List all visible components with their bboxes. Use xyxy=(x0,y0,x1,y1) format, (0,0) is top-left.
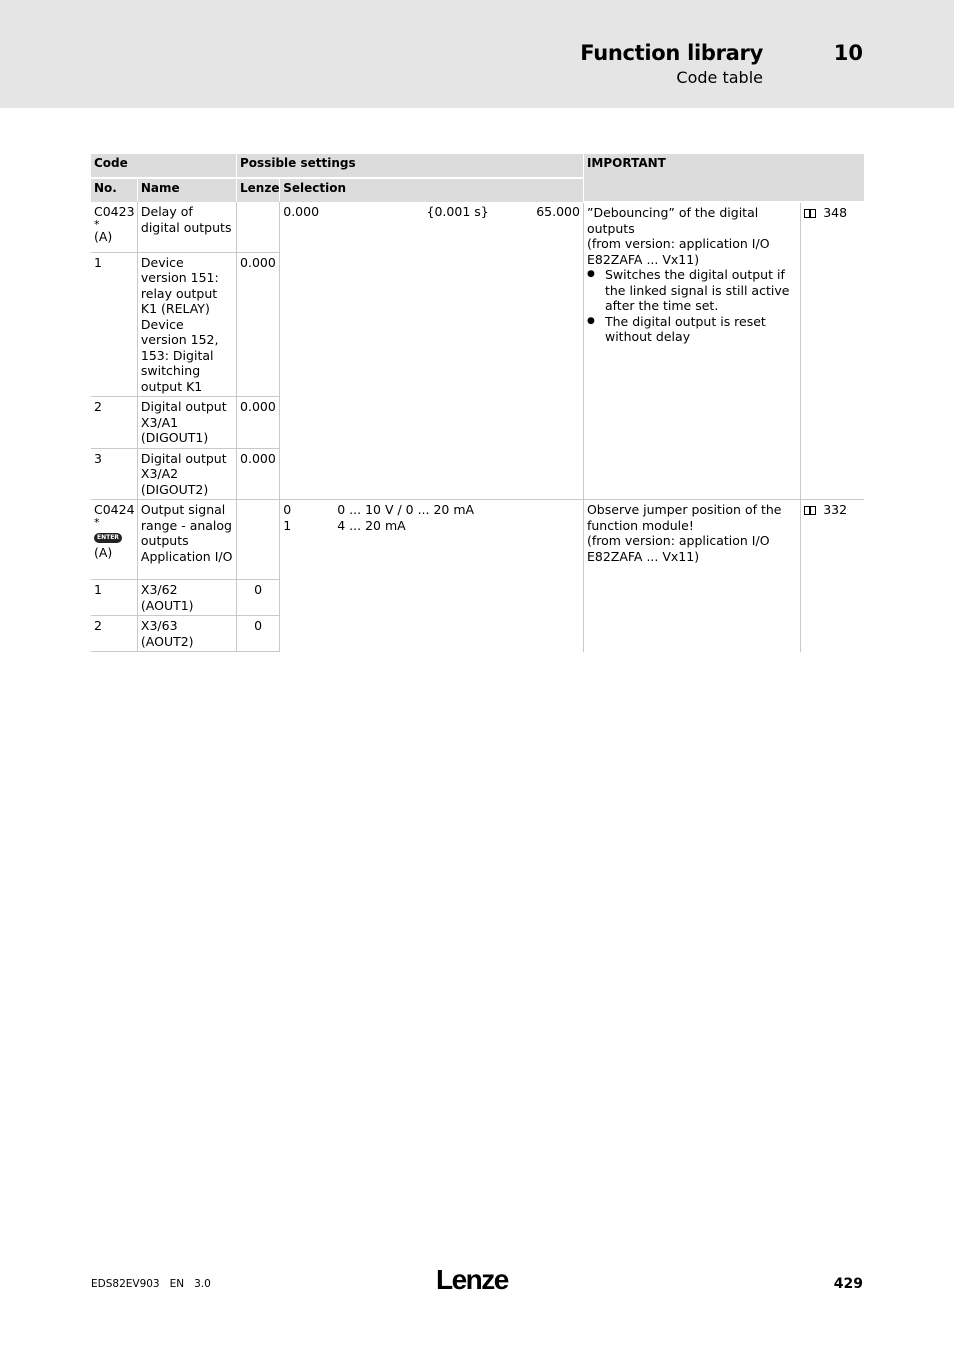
subcode-lenze: 0.000 xyxy=(237,448,280,500)
document-id: EDS82EV903 EN 3.0 xyxy=(91,1278,211,1290)
option-value: 0 ... 10 V / 0 ... 20 mA xyxy=(337,502,475,517)
selection-range xyxy=(283,204,580,220)
selection-option xyxy=(283,502,580,518)
bullet-item: ● The digital output is reset without delay xyxy=(605,314,797,345)
selection-min: 0.000 xyxy=(283,204,320,219)
code-name: Delay of digital outputs xyxy=(137,202,236,252)
col-header-code: Code xyxy=(91,154,237,178)
page-number: 429 xyxy=(833,1276,863,1292)
logo-text: Lenze xyxy=(436,1264,508,1294)
subcode-lenze: 0 xyxy=(237,580,280,616)
code-table xyxy=(91,154,864,652)
col-header-lenze: Lenze xyxy=(237,178,280,202)
code-star: * xyxy=(94,515,100,529)
code-access: (A) xyxy=(94,228,113,244)
important-version: (from version: application I/O E82ZAFA ... Vx11) xyxy=(586,236,770,267)
subcode-lenze: 0 xyxy=(237,616,280,652)
col-header-selection: Selection xyxy=(280,178,584,202)
important-bullets xyxy=(587,267,797,345)
enter-icon: ENTER xyxy=(94,533,122,543)
subcode-name: Device version 151: relay output K1 (RELAY) Device version 152, 153: Digital switching output K1 xyxy=(137,252,236,397)
col-header-important: IMPORTANT xyxy=(583,154,864,202)
code-number: C0424 xyxy=(94,502,135,517)
table-row xyxy=(91,500,864,580)
table-row xyxy=(91,202,864,252)
subcode-no: 1 xyxy=(91,580,137,616)
subcode-no: 2 xyxy=(91,397,137,449)
code-cell xyxy=(91,500,137,580)
col-header-possible-settings: Possible settings xyxy=(237,154,584,178)
selection-max: 65.000 xyxy=(536,204,580,219)
reference-cell xyxy=(801,202,864,500)
col-header-no: No. xyxy=(91,178,137,202)
important-version: (from version: application I/O E82ZAFA ... Vx11) xyxy=(586,533,770,564)
code-name: Output signal range - analog outputs Application I/O xyxy=(137,500,236,580)
subcode-lenze: 0.000 xyxy=(237,397,280,449)
reference-cell xyxy=(801,500,864,652)
subcode-lenze: 0.000 xyxy=(237,252,280,397)
selection-option xyxy=(283,518,580,534)
important-cell xyxy=(583,500,800,652)
page-reference: 332 xyxy=(823,502,848,517)
book-icon xyxy=(804,506,816,515)
lenze-logo xyxy=(436,1264,516,1294)
bullet-item: ● Switches the digital output if the linked signal is still active after the time set. xyxy=(605,267,797,314)
lenze-cell xyxy=(237,500,280,580)
important-cell xyxy=(583,202,800,500)
chapter-number: 10 xyxy=(833,41,863,65)
code-access: (A) xyxy=(94,544,113,560)
subcode-no: 3 xyxy=(91,448,137,500)
col-header-name: Name xyxy=(137,178,236,202)
important-text: Observe jumper position of the function module! xyxy=(586,502,782,533)
option-key: 1 xyxy=(283,517,292,533)
subcode-name: Digital output X3/A2 (DIGOUT2) xyxy=(137,448,236,500)
code-star: * xyxy=(94,217,100,231)
option-key: 0 xyxy=(283,502,292,517)
subcode-name: Digital output X3/A1 (DIGOUT1) xyxy=(137,397,236,449)
important-text: ”Debouncing” of the digital outputs xyxy=(586,205,759,236)
selection-step: {0.001 s} xyxy=(426,204,489,219)
page-title: Function library xyxy=(580,41,763,65)
subcode-name: X3/63 (AOUT2) xyxy=(137,616,236,652)
subcode-name: X3/62 (AOUT1) xyxy=(137,580,236,616)
code-number: C0423 xyxy=(94,204,135,219)
subcode-no: 1 xyxy=(91,252,137,397)
lenze-cell xyxy=(237,202,280,252)
selection-cell xyxy=(280,500,584,652)
header-band xyxy=(0,0,954,108)
code-cell xyxy=(91,202,137,252)
page-reference: 348 xyxy=(823,205,848,220)
subcode-no: 2 xyxy=(91,616,137,652)
selection-cell xyxy=(280,202,584,500)
page-subtitle: Code table xyxy=(676,68,763,87)
book-icon xyxy=(804,209,816,218)
option-value: 4 ... 20 mA xyxy=(337,517,406,533)
